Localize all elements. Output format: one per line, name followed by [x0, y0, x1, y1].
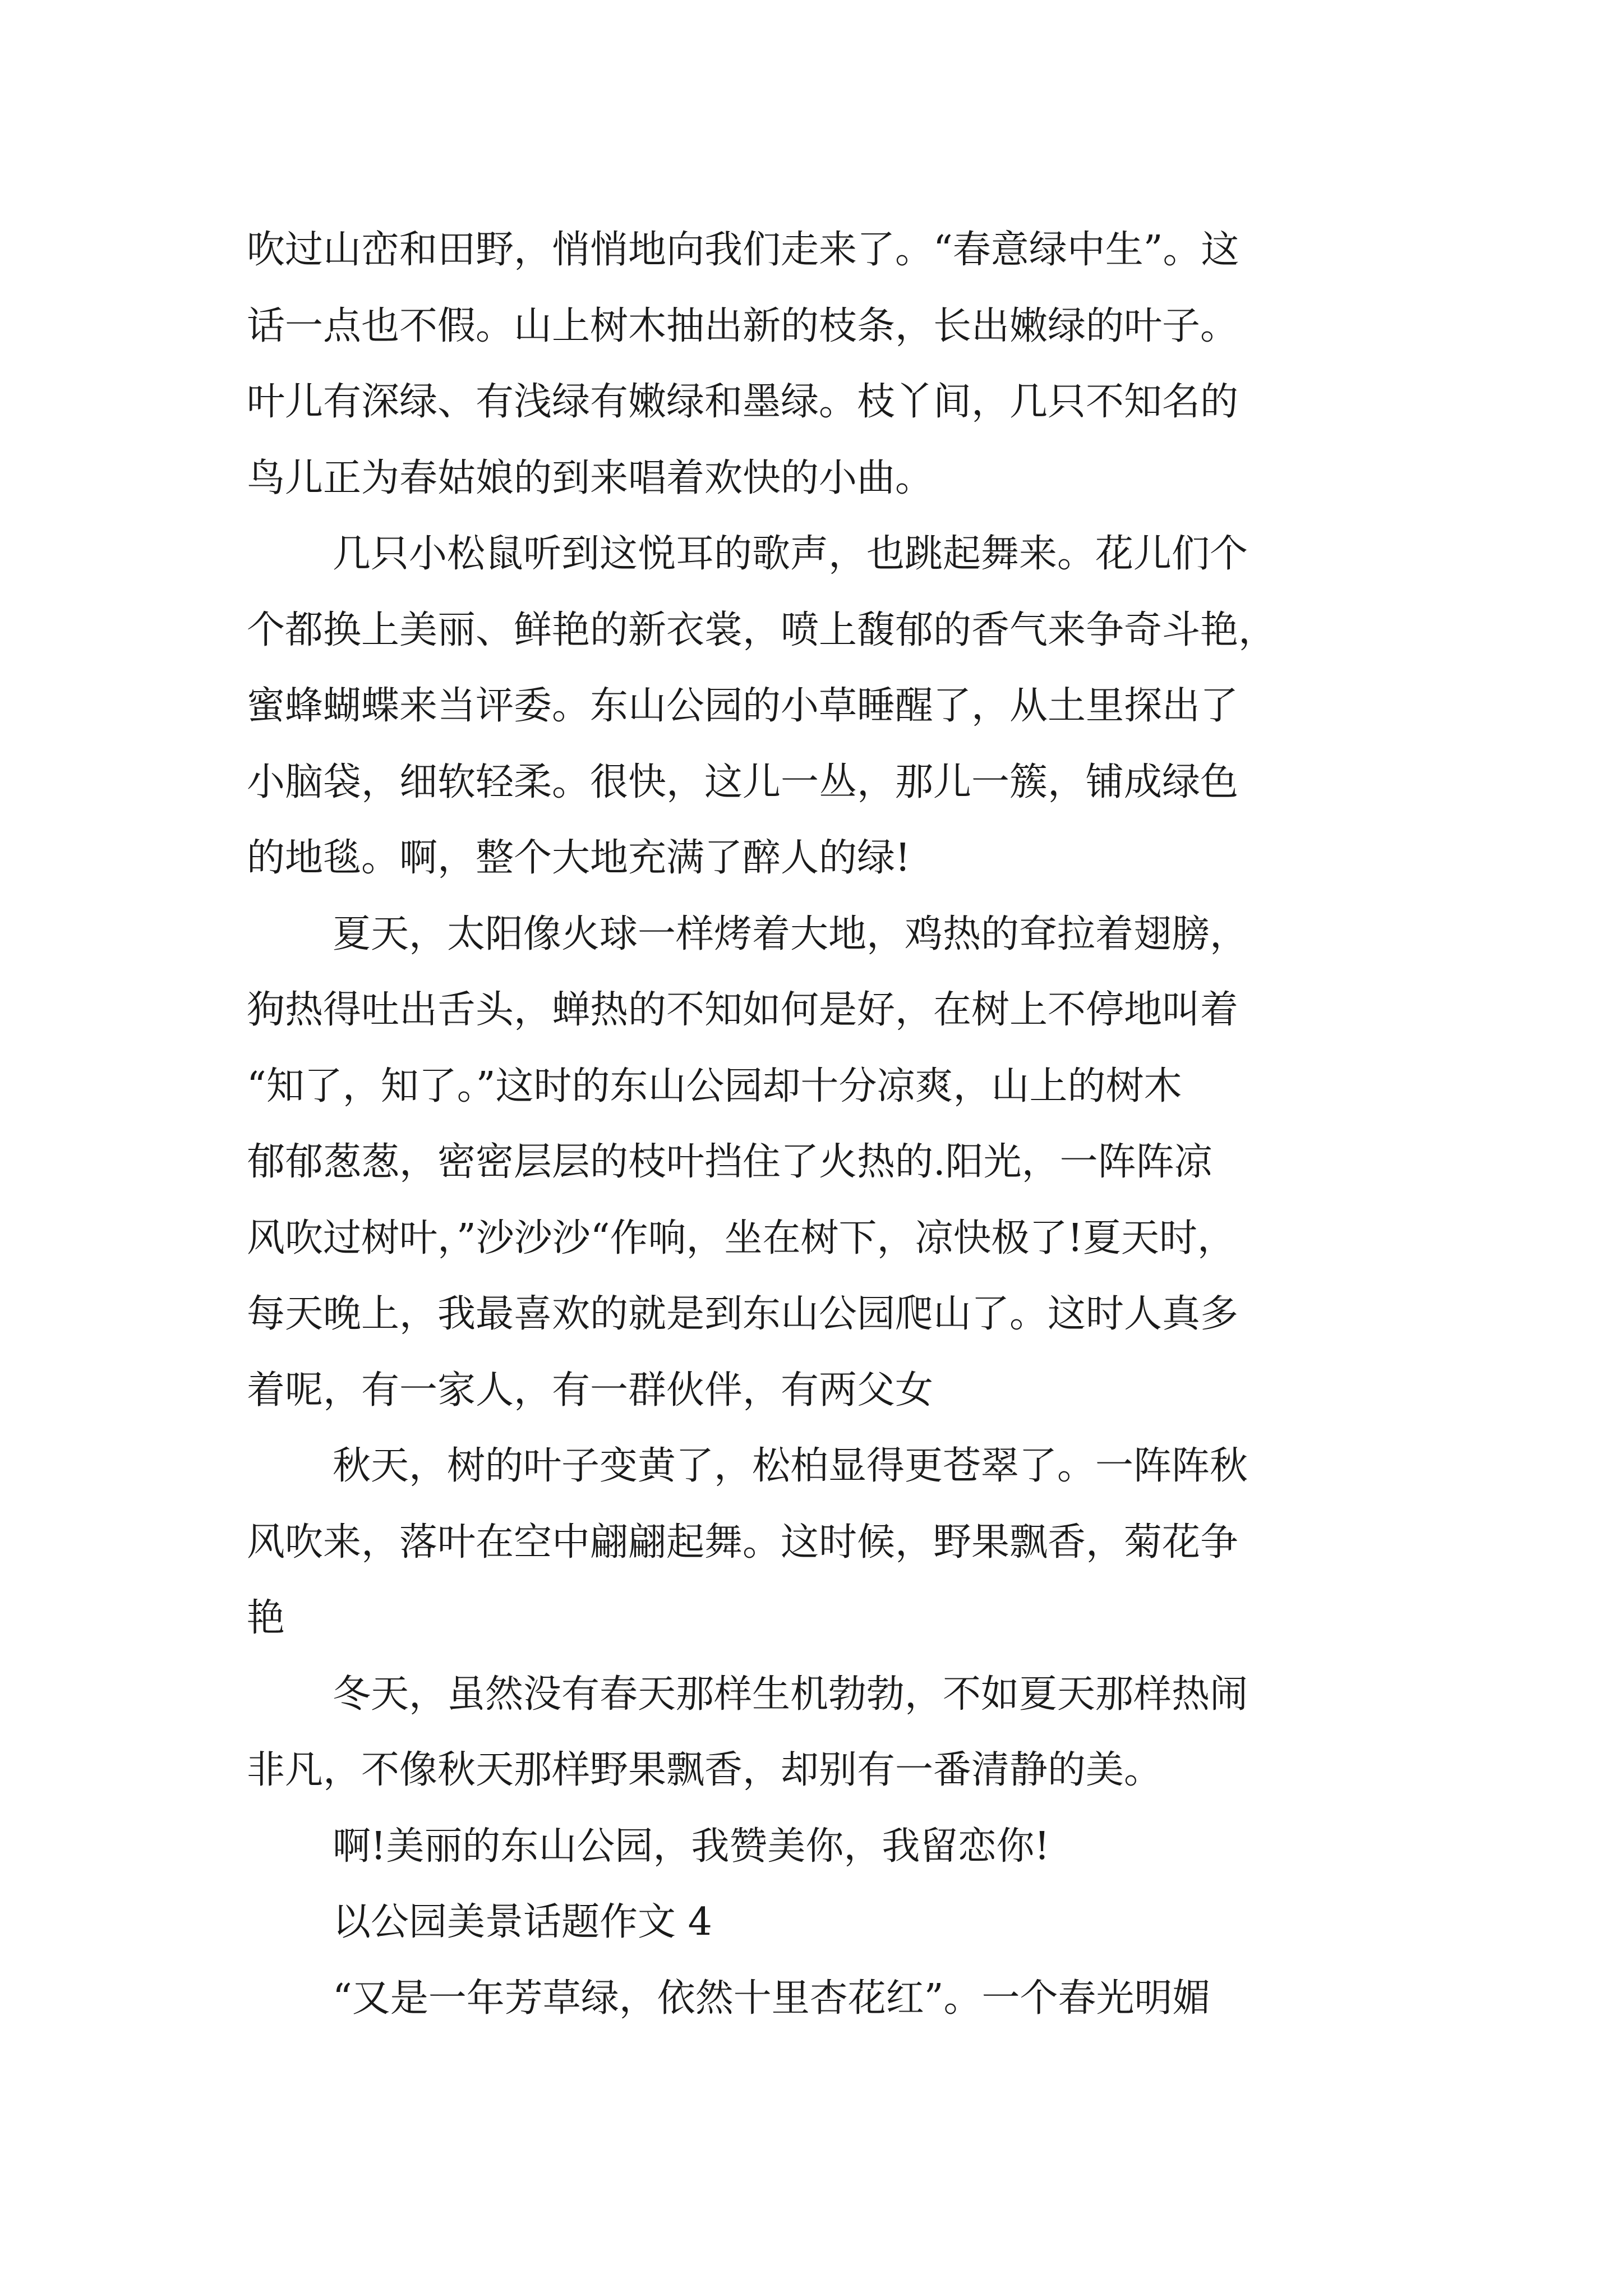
document-body — [247, 212, 1391, 2036]
text-line: 话一点也不假。山上树木抽出新的枝条，长出嫩绿的叶子。 — [247, 303, 1239, 348]
text-line: 啊!美丽的东山公园，我赞美你，我留恋你! — [333, 1824, 1050, 1869]
text-line: 鸟儿正为春姑娘的到来唱着欢快的小曲。 — [247, 455, 934, 500]
text-line: 艳 — [247, 1596, 285, 1640]
text-line: 每天晚上，我最喜欢的就是到东山公园爬山了。这时人真多 — [247, 1292, 1239, 1336]
text-line: “知了，知了。”这时的东山公园却十分凉爽，山上的树木 — [247, 1064, 1182, 1108]
text-line: 狗热得吐出舌头，蝉热的不知如何是好，在树上不停地叫着 — [247, 988, 1239, 1032]
text-line: 夏天，太阳像火球一样烤着大地，鸡热的耷拉着翅膀， — [333, 912, 1248, 956]
text-line: 的地毯。啊，整个大地充满了醉人的绿! — [247, 836, 911, 880]
text-line: 个都换上美丽、鲜艳的新衣裳，喷上馥郁的香气来争奇斗艳， — [247, 608, 1277, 652]
text-line: 小脑袋，细软轻柔。很快，这儿一丛，那儿一簇，铺成绿色 — [247, 760, 1239, 804]
text-line: 叶儿有深绿、有浅绿有嫩绿和墨绿。枝丫间，几只不知名的 — [247, 380, 1239, 424]
text-line: 冬天，虽然没有春天那样生机勃勃，不如夏天那样热闹 — [333, 1672, 1248, 1717]
text-line: 着呢，有一家人，有一群伙伴，有两父女 — [247, 1368, 934, 1412]
text-line: 非凡，不像秋天那样野果飘香，却别有一番清静的美。 — [247, 1748, 1163, 1792]
text-line: 几只小松鼠听到这悦耳的歌声，也跳起舞来。花儿们个 — [333, 532, 1248, 576]
text-line: 蜜蜂蝴蝶来当评委。东山公园的小草睡醒了，从土里探出了 — [247, 684, 1239, 728]
section-heading: 以公园美景话题作文 4 — [333, 1900, 712, 1944]
text-line: “又是一年芳草绿，依然十里杏花红”。一个春光明媚 — [333, 1976, 1211, 2021]
text-line: 风吹过树叶，”沙沙沙“作响，坐在树下，凉快极了!夏天时， — [247, 1216, 1235, 1260]
text-line: 吹过山峦和田野，悄悄地向我们走来了。“春意绿中生”。这 — [247, 228, 1239, 272]
text-line: 郁郁葱葱，密密层层的枝叶挡住了火热的.阳光，一阵阵凉 — [247, 1140, 1212, 1184]
text-line: 风吹来，落叶在空中翩翩起舞。这时候，野果飘香，菊花争 — [247, 1520, 1239, 1565]
text-line: 秋天，树的叶子变黄了，松柏显得更苍翠了。一阵阵秋 — [333, 1444, 1248, 1488]
